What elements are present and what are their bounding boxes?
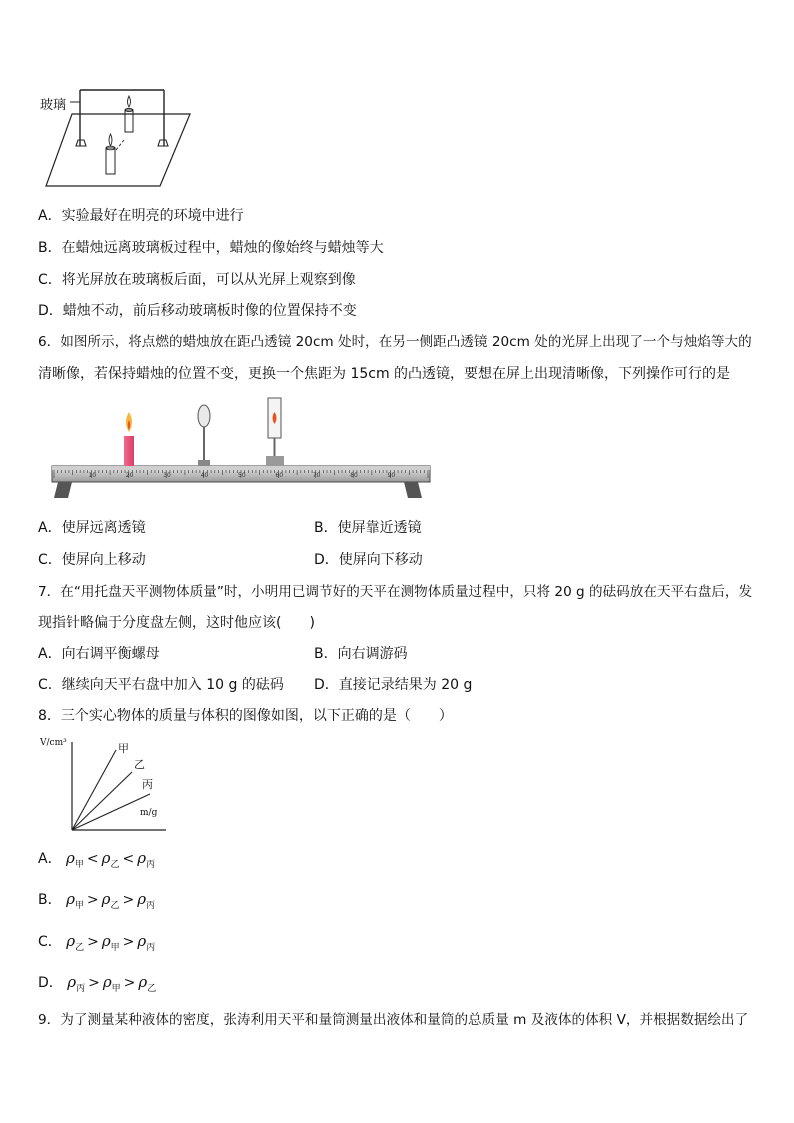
q8-option-c: C． $\rho_乙 > \rho_甲 > \rho_丙$: [38, 932, 156, 953]
q7-option-a: A．向右调平衡螺母: [38, 646, 160, 662]
ruler-tick-label: 80: [350, 472, 358, 479]
q8-option-a: A． $\rho_甲 < \rho_乙 < \rho_丙$: [38, 849, 156, 870]
q8-option-d: D． $\rho_丙 > \rho_甲 > \rho_乙$: [38, 973, 157, 994]
line-jia: [72, 750, 116, 830]
ruler-tick-label: 20: [125, 472, 134, 479]
ruler-tick-label: 50: [238, 472, 246, 479]
q6-option-d: D．使屏向下移动: [314, 552, 423, 568]
graph-x-label: m/g: [140, 808, 158, 818]
q6-option-b: B．使屏靠近透镜: [314, 520, 422, 536]
graph-label-jia: 甲: [118, 742, 129, 755]
line-yi: [72, 772, 132, 830]
glass-plate-figure: [38, 84, 198, 190]
ruler-tick-label: 30: [163, 472, 171, 479]
ruler-tick-label: 90: [387, 472, 396, 479]
q7-option-b: B．向右调游码: [314, 646, 408, 662]
ruler-tick-label: 70: [312, 472, 321, 479]
q8-stem: 8．三个实心物体的质量与体积的图像如图，以下正确的是（ ）: [38, 708, 453, 724]
q5-option-d: D．蜡烛不动，前后移动玻璃板时像的位置保持不变: [38, 303, 357, 319]
graph-label-bing: 丙: [142, 778, 153, 791]
ruler-tick-label: 40: [200, 472, 209, 479]
graph-y-label: V/cm³: [40, 738, 67, 748]
q7-option-d: D．直接记录结果为 20 g: [314, 677, 473, 693]
q6-option-c: C．使屏向上移动: [38, 552, 146, 568]
q6-option-a: A．使屏远离透镜: [38, 520, 146, 536]
q7-stem-line2: 现指针略偏于分度盘左侧，这时他应该( ): [38, 615, 315, 631]
graph-label-yi: 乙: [134, 758, 145, 771]
glass-label: 玻璃: [40, 98, 67, 113]
q5-option-b: B．在蜡烛远离玻璃板过程中，蜡烛的像始终与蜡烛等大: [38, 240, 384, 256]
optical-bench-figure: [48, 392, 434, 506]
ruler-tick-label: 60: [275, 472, 284, 479]
optical-bench-diagram: [48, 392, 434, 506]
q6-stem-line1: 6．如图所示，将点燃的蜡烛放在距凸透镜 20cm 处时，在另一侧距凸透镜 20cm 处的光屏上出现了一个与烛焰等大的: [38, 334, 752, 350]
q7-stem-line1: 7．在“用托盘天平测物体质量”时，小明用已调节好的天平在测物体质量过程中，只将 20 g 的砝码放在天平右盘后，发: [38, 584, 753, 600]
ruler-tick-labels: [48, 472, 434, 482]
mass-volume-graph: [40, 736, 170, 834]
q5-option-a: A．实验最好在明亮的环境中进行: [38, 208, 244, 224]
line-bing: [72, 794, 150, 830]
q9-stem-line1: 9．为了测量某种液体的密度，张涛利用天平和量筒测量出液体和量筒的总质量 m 及液体的体积 V，并根据数据绘出了: [38, 1012, 749, 1028]
ruler-tick-label: 10: [88, 472, 97, 479]
q8-option-b: B． $\rho_甲 > \rho_乙 > \rho_丙$: [38, 890, 156, 911]
q7-option-c: C．继续向天平右盘中加入 10 g 的砝码: [38, 677, 284, 693]
q5-option-c: C．将光屏放在玻璃板后面，可以从光屏上观察到像: [38, 272, 356, 288]
q6-stem-line2: 清晰像，若保持蜡烛的位置不变，更换一个焦距为 15cm 的凸透镜，要想在屏上出现清晰像，下列操作可行的是: [38, 366, 731, 382]
